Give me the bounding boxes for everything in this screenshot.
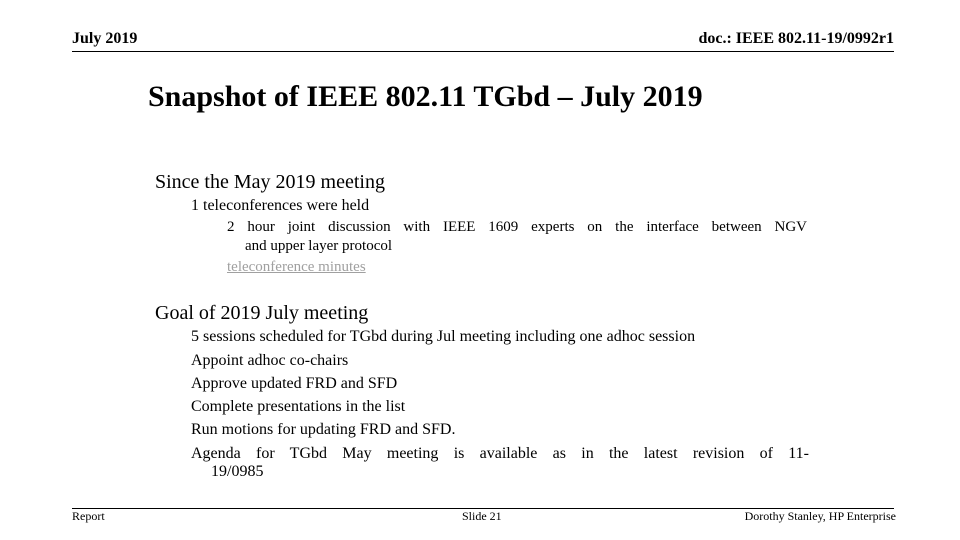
list-subitem-continued: and upper layer protocol xyxy=(245,238,393,254)
list-item: Appoint adhoc co-chairs xyxy=(191,352,349,369)
list-item: 5 sessions scheduled for TGbd during Jul meeting including one adhoc session xyxy=(191,328,696,345)
header-doc-id: doc.: IEEE 802.11-19/0992r1 xyxy=(698,30,894,47)
header-divider xyxy=(72,51,894,52)
section-heading-since-may: Since the May 2019 meeting xyxy=(155,171,385,193)
list-item-agenda: Agenda for TGbd May meeting is available as in the latest revision of 11- xyxy=(191,445,809,462)
footer-author: Dorothy Stanley, HP Enterprise xyxy=(744,509,896,523)
list-item: Run motions for updating FRD and SFD. xyxy=(191,421,456,438)
list-item-agenda-continued: 19/0985 xyxy=(211,463,264,480)
list-item: Approve updated FRD and SFD xyxy=(191,375,398,392)
header-date: July 2019 xyxy=(72,30,138,47)
list-subitem: 2 hour joint discussion with IEEE 1609 experts on the interface between NGV xyxy=(227,219,807,235)
footer-slide-number: Slide 21 xyxy=(462,509,502,523)
list-item: Complete presentations in the list xyxy=(191,398,406,415)
footer-report: Report xyxy=(72,509,105,523)
section-heading-goal-july: Goal of 2019 July meeting xyxy=(155,302,369,324)
teleconference-minutes-link[interactable]: teleconference minutes xyxy=(227,259,366,275)
list-item: 1 teleconferences were held xyxy=(191,197,370,214)
slide-title: Snapshot of IEEE 802.11 TGbd – July 2019 xyxy=(148,80,703,113)
